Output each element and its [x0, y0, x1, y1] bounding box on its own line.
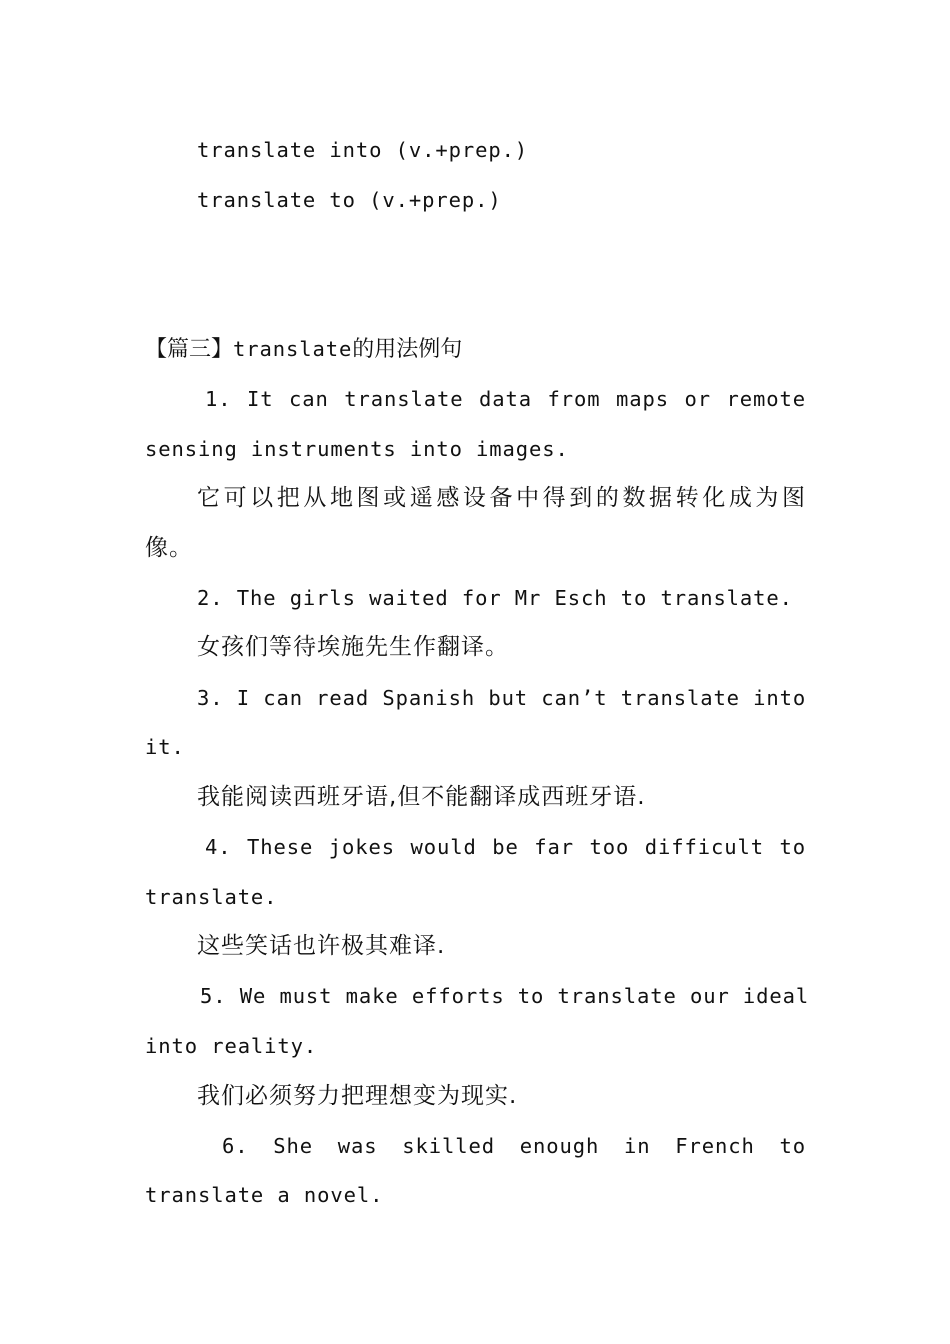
example-1-en-line-1: 1. It can translate data from maps or remote	[205, 387, 806, 411]
example-4-en-line-2: translate.	[145, 885, 278, 909]
example-5-zh-line-1: 我们必须努力把理想变为现实.	[197, 1083, 518, 1109]
example-6-en-line-2: translate a novel.	[145, 1183, 384, 1207]
example-1-zh-line-2: 像。	[145, 535, 193, 561]
example-1-en-line-2: sensing instruments into images.	[145, 437, 569, 461]
example-4-en-line-1: 4. These jokes would be far too difficult to	[205, 835, 806, 859]
section-bracket-label: 【篇三】	[145, 337, 234, 362]
usage-line-to: translate to (v.+prep.)	[197, 188, 502, 212]
section-title-suffix: 的用法例句	[352, 337, 463, 362]
example-6-en-line-1: 6. She was skilled enough in French to	[222, 1134, 806, 1158]
example-3-zh-line-1: 我能阅读西班牙语,但不能翻译成西班牙语.	[197, 784, 646, 810]
section-keyword: translate	[233, 337, 353, 361]
section-heading	[145, 329, 806, 369]
example-4-zh-line-1: 这些笑话也许极其难译.	[197, 933, 446, 959]
example-5-en-line-2: into reality.	[145, 1034, 318, 1058]
example-2-zh-line-1: 女孩们等待埃施先生作翻译。	[197, 634, 509, 660]
example-2-en-line-1: 2. The girls waited for Mr Esch to translate.	[197, 586, 793, 610]
usage-line-into: translate into (v.+prep.)	[197, 138, 529, 162]
example-3-en-line-2: it.	[145, 735, 185, 759]
example-1-zh-line-1: 它可以把从地图或遥感设备中得到的数据转化成为图	[197, 485, 806, 511]
example-5-en-line-1: 5. We must make efforts to translate our ideal	[200, 984, 810, 1008]
example-3-en-line-1: 3. I can read Spanish but can’t translate into	[197, 686, 807, 710]
